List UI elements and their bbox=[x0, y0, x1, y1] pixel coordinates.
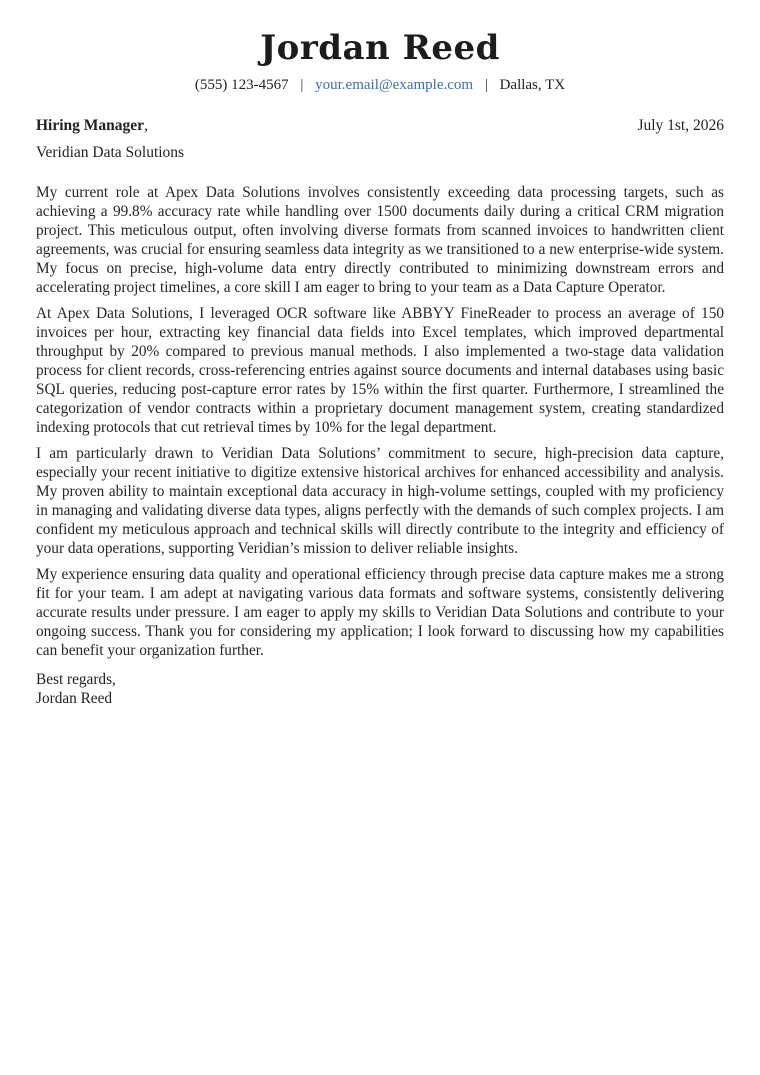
recipient-company: Veridian Data Solutions bbox=[36, 144, 185, 161]
email-link[interactable]: your.email@example.com bbox=[315, 77, 474, 93]
contact-separator: | bbox=[300, 77, 304, 93]
recipient-title-comma: , bbox=[144, 117, 148, 134]
letter-body bbox=[36, 183, 724, 660]
body-paragraph-4: My experience ensuring data quality and operational efficiency through precise data capture makes me a strong fit for your team. I am adept at navigating various data formats and software systems, consistently delivering accurate results under pressure. I am eager to apply my skills to Veridian Data Solutions and contribute to your ongoing success. Thank you for considering my application; I look forward to discussing how my capabilities can benefit your organization further. bbox=[36, 566, 724, 659]
recipient-title-line bbox=[36, 116, 148, 136]
recipient-row bbox=[36, 116, 724, 136]
letter-date: July 1st, 2026 bbox=[637, 117, 724, 134]
applicant-name: Jordan Reed bbox=[260, 28, 500, 68]
closing-salutation: Best regards, bbox=[36, 671, 116, 688]
recipient-title: Hiring Manager bbox=[36, 117, 145, 134]
contact-separator: | bbox=[484, 77, 488, 93]
location: Dallas, TX bbox=[499, 77, 566, 93]
body-paragraph-2: At Apex Data Solutions, I leveraged OCR software like ABBYY FineReader to process an average of 150 invoices per hour, extracting key financial data fields into Excel templates, which improved departmental throughput by 20% compared to previous manual methods. I also implemented a two-stage data validation process for client records, cross-referencing entries against source documents and internal databases using basic SQL queries, reducing post-capture error rates by 15% within the first quarter. Furthermore, I streamlined the categorization of vendor contracts within a proprietary document management system, creating standardized indexing protocols that cut retrieval times by 10% for the legal department. bbox=[36, 305, 724, 436]
closing-block bbox=[36, 670, 724, 708]
signature-name: Jordan Reed bbox=[36, 690, 113, 707]
phone-number: (555) 123-4567 bbox=[194, 77, 289, 93]
body-paragraph-3: I am particularly drawn to Veridian Data Solutions’ commitment to secure, high-precision data capture, especially your recent initiative to digitize extensive historical archives for enhanced accessibility and analysis. My proven ability to maintain exceptional data accuracy in high-volume settings, coupled with my proficiency in managing and validating diverse data types, aligns perfectly with the demands of such complex projects. I am confident my meticulous approach and technical skills will directly contribute to the integrity and efficiency of your data operations, supporting Veridian’s mission to deliver reliable insights. bbox=[36, 445, 724, 557]
contact-line bbox=[36, 75, 724, 95]
body-paragraph-1: My current role at Apex Data Solutions involves consistently exceeding data processing targets, such as achieving a 99.8% accuracy rate while handling over 1500 documents daily during a critical CRM migration project. This meticulous output, often involving diverse formats from scanned invoices to handwritten client agreements, was crucial for ensuring seamless data integrity as we transitioned to a new enterprise-wide system. My focus on precise, high-volume data entry directly contributed to minimizing downstream errors and accelerating project timelines, a core skill I am eager to bring to your team as a Data Capture Operator. bbox=[36, 184, 724, 296]
